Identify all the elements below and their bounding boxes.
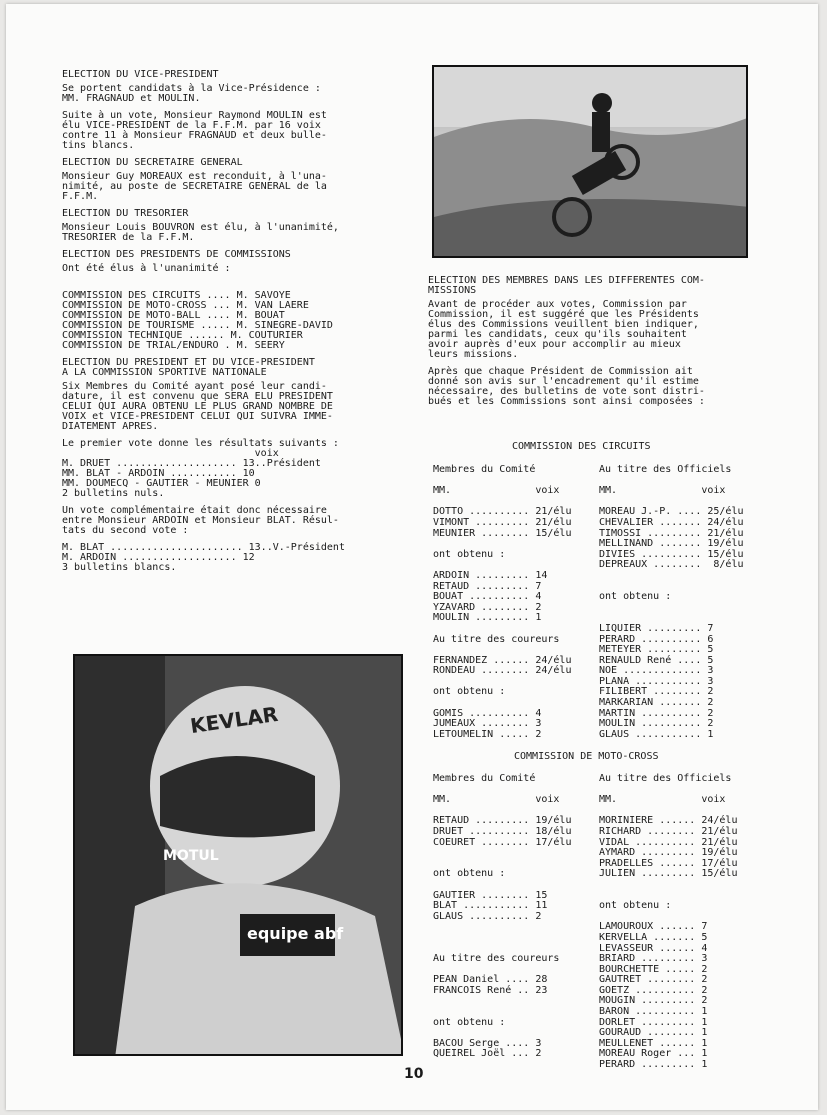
paragraph: Suite à un vote, Monsieur Raymond MOULIN est élu VICE-PRESIDENT de la F.F.M. par 16 voix contre 11 à Monsieur FRAGNAUD et deux bulle- tins blancs. — [62, 110, 327, 151]
jersey-text: equipe abf — [247, 924, 344, 943]
section-heading: ELECTION DU TRESORIER — [62, 208, 189, 219]
motocross-photo — [432, 65, 748, 258]
motocross-title: COMMISSION DE MOTO-CROSS — [514, 751, 659, 762]
paragraph: Après que chaque Président de Commission ait donné son avis sur l'encadrement qu'il estime nécessaire, des bulletins de vote sont distri- bués et les Commissions sont ainsi composées : — [428, 366, 705, 407]
section-heading: ELECTION DU SECRETAIRE GENERAL — [62, 157, 243, 168]
circuits-right-table: Au titre des Officiels MM. voix MOREAU J.-P. .... 25/élu CHEVALIER ....... 24/élu TIMOSSI ......... 21/élu MELLINAND ....... 19/élu DIVIES .......... 15/élu DEPREAUX ........ 8/élu ont obtenu : LIQUIER ......... 7 PERARD .......... 6 METEYER ......... 5 RENAULD René .... 5 NOE ............. 3 PLANA ........... 3 FILIBERT ........ 2 MARKARIAN ....... 2 MARTIN .......... 2 MOULIN .......... 2 GLAUS ........... 1 — [599, 464, 744, 740]
section-heading: ELECTION DES PRESIDENTS DE COMMISSIONS — [62, 249, 291, 260]
paragraph: COMMISSION DES CIRCUITS .... M. SAVOYE COMMISSION DE MOTO-CROSS ... M. VAN LAERE COMMISSION DE MOTO-BALL .... M. BOUAT COMMISSION DE TOURISME ..... M. SINEGRE-DAVID COMMISSION TECHNIQUE ...... M. COUTURIER COMMISSION DE TRIAL/ENDURO . M. SEERY — [62, 290, 333, 351]
section-heading: ELECTION DES MEMBRES DANS LES DIFFERENTES COM- MISSIONS — [428, 275, 705, 296]
paragraph: Un vote complémentaire était donc nécessaire entre Monsieur ARDOIN et Monsieur BLAT. Résul- tats du second vote : — [62, 505, 339, 536]
paragraph: Le premier vote donne les résultats suivants : voix M. DRUET .................... 13..Président MM. BLAT - ARDOIN ........... 10 MM. DOUMECQ - GAUTIER - MEUNIER 0 2 bulletins nuls. — [62, 438, 339, 499]
left-column — [62, 70, 382, 580]
helmet-text: KEVLAR — [188, 701, 280, 739]
visor-text: MOTUL — [163, 848, 219, 864]
paragraph: M. BLAT ...................... 13..V.-Président M. ARDOIN ................... 12 3 bulletins blancs. — [62, 542, 345, 573]
paragraph: Six Membres du Comité ayant posé leur candi- dature, il est convenu que SERA ELU PRESIDENT CELUI QUI AURA OBTENU LE PLUS GRAND NOMBRE DE VOIX et VICE-PRESIDENT CELUI QUI SUIVRA IMME- DIATEMENT APRES. — [62, 381, 333, 432]
section-heading: ELECTION DU VICE-PRESIDENT — [62, 69, 219, 80]
paragraph: Monsieur Guy MOREAUX est reconduit, à l'una- nimité, au poste de SECRETAIRE GENERAL de la F.F.M. — [62, 171, 327, 202]
paragraph: Avant de procéder aux votes, Commission par Commission, il est suggéré que les Présidents élus des Commissions veuillent bien indiquer, parmi les candidats, ceux qu'ils souhaitent avoir auprès d'eux pour accomplir au mieux leurs missions. — [428, 299, 699, 360]
circuits-title: COMMISSION DES CIRCUITS — [512, 441, 651, 452]
paragraph: Se portent candidats à la Vice-Présidence : MM. FRAGNAUD et MOULIN. — [62, 83, 321, 104]
rider-portrait-photo — [73, 654, 403, 1056]
page-number: 10 — [404, 1066, 424, 1082]
paragraph: Monsieur Louis BOUVRON est élu, à l'unanimité, TRESORIER de la F.F.M. — [62, 222, 339, 243]
circuits-left-table: Membres du Comité MM. voix DOTTO .......... 21/élu VIMONT ......... 21/élu MEUNIER ........ 15/élu ont obtenu : ARDOIN ......... 14 RETAUD ......... 7 BOUAT .......... 4 YZAVARD ........ 2 MOULIN ......... 1 Au titre des coureurs FERNANDEZ ...... 24/élu RONDEAU ........ 24/élu ont obtenu : GOMIS .......... 4 JUMEAUX ........ 3 LETOUMELIN ..... 2 — [433, 464, 572, 740]
motocross-right-table: Au titre des Officiels MM. voix MORINIERE ...... 24/élu RICHARD ........ 21/élu VIDAL .......... 21/élu AYMARD ......... 19/élu PRADELLES ...... 17/élu JULIEN ......... 15/élu ont obtenu : LAMOUROUX ...... 7 KERVELLA ....... 5 LEVASSEUR ...... 4 BRIARD ......... 3 BOURCHETTE ..... 2 GAUTRET ........ 2 GOETZ .......... 2 MOUGIN ......... 2 BARON .......... 1 DORLET ......... 1 GOURAUD ........ 1 MEULLENET ...... 1 MOREAU Roger ... 1 PERARD ......... 1 — [599, 773, 738, 1071]
paragraph: Ont été élus à l'unanimité : — [62, 263, 231, 274]
motocross-left-table: Membres du Comité MM. voix RETAUD ......... 19/élu DRUET .......... 18/élu COEURET ........ 17/élu ont obtenu : GAUTIER ........ 15 BLAT ........... 11 GLAUS .......... 2 Au titre des coureurs PEAN Daniel .... 28 FRANCOIS René .. 23 ont obtenu : BACOU Serge .... 3 QUEIREL Joël ... 2 — [433, 773, 572, 1060]
section-heading: ELECTION DU PRESIDENT ET DU VICE-PRESIDENT A LA COMMISSION SPORTIVE NATIONALE — [62, 357, 315, 378]
right-column — [428, 276, 758, 414]
